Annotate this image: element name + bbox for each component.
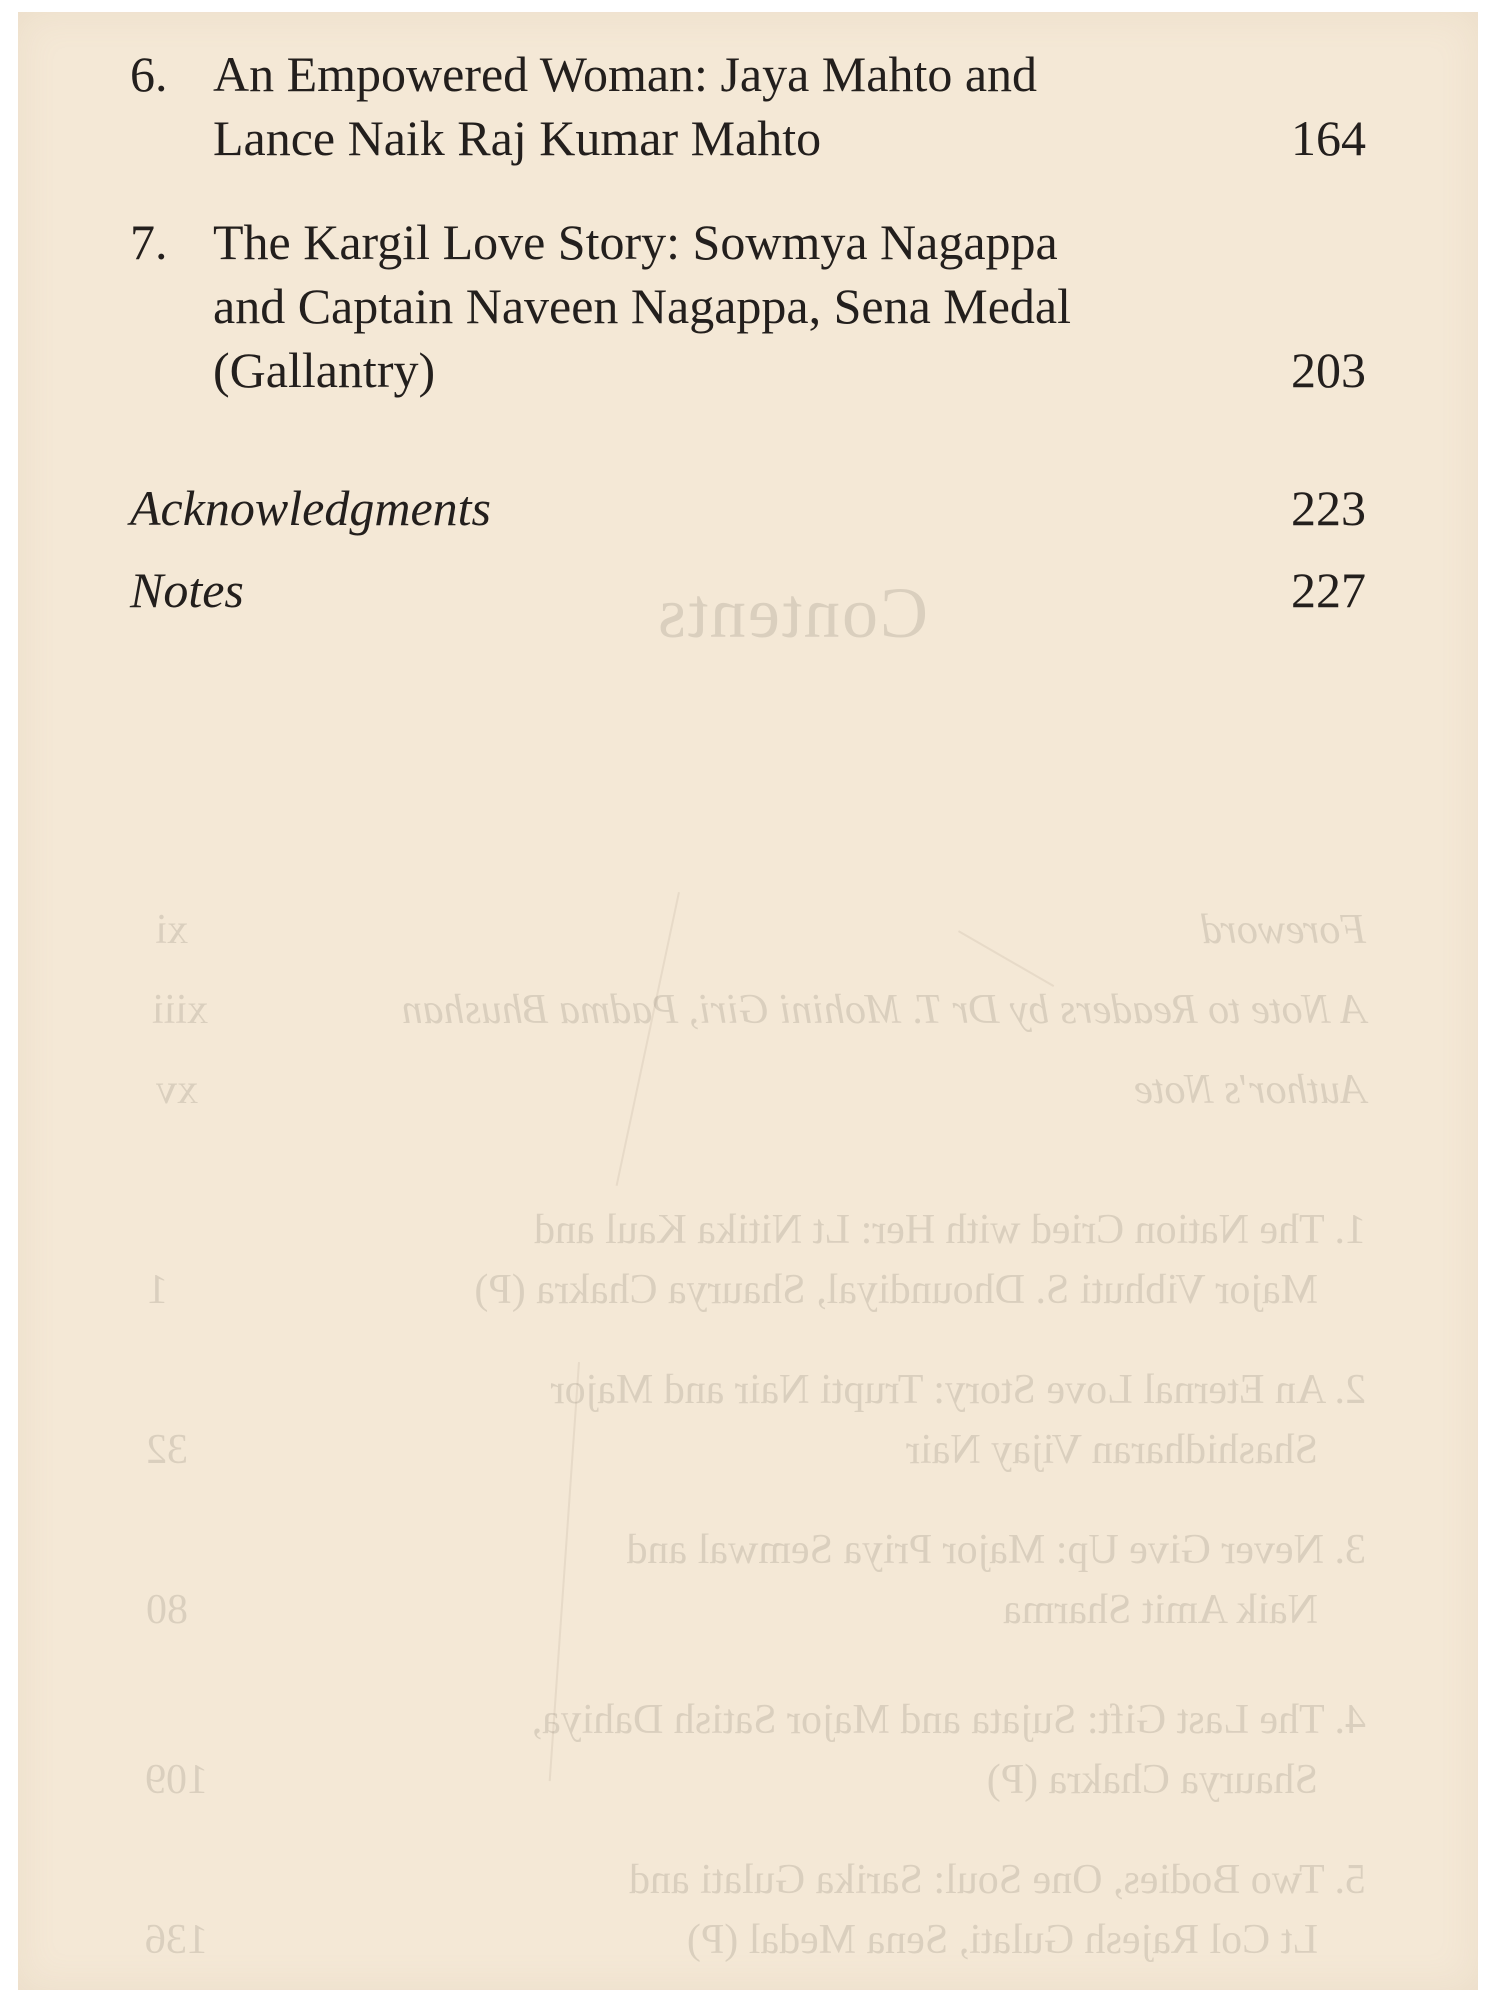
show-through-line: 2. An Eternal Love Story: Trupti Nair and Major bbox=[550, 1367, 1366, 1413]
show-through-line: xv bbox=[156, 1067, 198, 1113]
show-through-line: Foreword bbox=[1201, 907, 1366, 953]
show-through-line: 136 bbox=[145, 1917, 208, 1963]
chapter-number: 6. bbox=[130, 46, 168, 102]
show-through-line: A Note to Readers by Dr T. Mohini Giri, Padma Bhushan bbox=[401, 987, 1366, 1033]
paper-crease bbox=[958, 930, 1054, 987]
show-through-line: Naik Amit Sharma bbox=[1003, 1587, 1318, 1633]
back-matter-page-number: 223 bbox=[1291, 480, 1366, 536]
show-through-line: Author's Note bbox=[1134, 1067, 1366, 1113]
show-through-line: 1 bbox=[147, 1267, 168, 1313]
show-through-line: Shashidharan Vijay Nair bbox=[906, 1427, 1318, 1473]
chapter-page-number: 203 bbox=[1291, 342, 1366, 398]
chapter-title bbox=[213, 42, 1143, 170]
chapter-title bbox=[213, 210, 1143, 402]
show-through-line: Shaurya Chakra (P) bbox=[986, 1757, 1318, 1803]
show-through-line: 3. Never Give Up: Major Priya Semwal and bbox=[626, 1527, 1366, 1573]
back-matter-label: Notes bbox=[130, 562, 244, 618]
chapter-title-line: The Kargil Love Story: Sowmya Nagappa bbox=[213, 214, 1058, 270]
back-matter-label: Acknowledgments bbox=[130, 480, 492, 536]
show-through-line: 1. The Nation Cried with Her: Lt Nitika Kaul and bbox=[533, 1207, 1366, 1253]
chapter-page-number: 164 bbox=[1291, 110, 1366, 166]
chapter-number: 7. bbox=[130, 214, 168, 270]
show-through-line: xi bbox=[155, 907, 188, 953]
back-matter-page-number: 227 bbox=[1291, 562, 1366, 618]
paper-crease bbox=[549, 1362, 580, 1781]
show-through-line: 80 bbox=[146, 1587, 188, 1633]
show-through-line: xiii bbox=[151, 987, 208, 1033]
show-through-line: 5. Two Bodies, One Soul: Sarika Gulati and bbox=[628, 1857, 1366, 1903]
show-through-line: Major Vibhuti S. Dhoundiyal, Shaurya Chakra (P) bbox=[474, 1267, 1318, 1313]
paper-crease bbox=[616, 892, 680, 1186]
chapter-title-line: and Captain Naveen Nagappa, Sena Medal bbox=[213, 278, 1072, 334]
show-through-line: 4. The Last Gift: Sujata and Major Satish Dahiya, bbox=[531, 1697, 1366, 1743]
chapter-title-line: An Empowered Woman: Jaya Mahto and bbox=[213, 46, 1038, 102]
show-through-line: 32 bbox=[146, 1427, 188, 1473]
show-through-line: Lt Col Rajesh Gulati, Sena Medal (P) bbox=[686, 1917, 1318, 1963]
chapter-title-line: (Gallantry) bbox=[213, 342, 436, 398]
show-through-line: 109 bbox=[145, 1757, 208, 1803]
show-through-heading: Contents bbox=[655, 573, 928, 653]
book-page bbox=[18, 12, 1478, 1990]
chapter-title-line: Lance Naik Raj Kumar Mahto bbox=[213, 110, 822, 166]
